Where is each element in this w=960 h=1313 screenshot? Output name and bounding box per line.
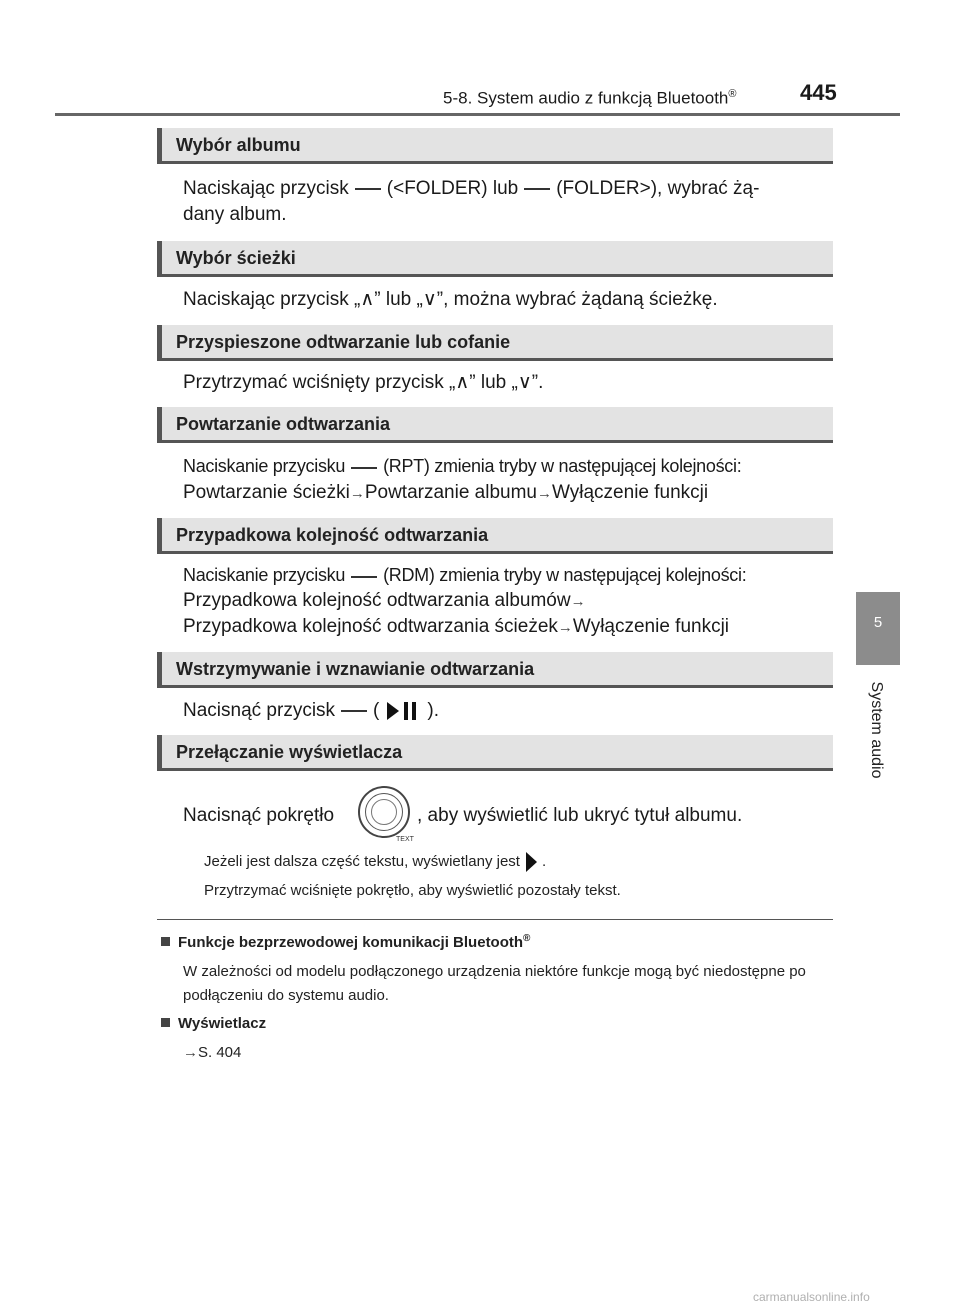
display-text-b: , aby wyświetlić lub ukryć tytuł albumu. [417,805,743,826]
rdm-text-line-3 [183,612,729,642]
text-fragment: Przypadkowa kolejność odtwarzania albumów [183,590,571,611]
square-bullet-icon [161,937,170,946]
page-number: 445 [800,80,837,105]
section-title: Wybór albumu [176,135,301,155]
text-fragment: Powtarzanie albumu [364,482,537,503]
watermark: carmanualsonline.info [753,1290,870,1304]
arrow-right-icon: → [557,619,573,636]
square-bullet-icon [161,1018,170,1027]
text-fragment: Naciskanie przycisku [183,565,346,585]
registered-mark: ® [523,933,531,944]
header-rule [55,113,900,116]
pause-text [183,696,439,725]
button-icon [351,571,377,582]
text-fragment: (FOLDER>), wybrać żą- [556,178,760,199]
section-title: Powtarzanie odtwarzania [176,414,391,434]
section-heading-repeat [157,407,833,443]
display-text-a: Nacisnąć pokrętło [183,805,335,826]
chapter-number: 5 [873,614,883,631]
section-heading-pause [157,652,833,688]
display-note-1 [204,851,546,873]
page-reference: S. 404 [198,1044,242,1061]
note-text-bluetooth: W zależności od modelu podłączonego urządzenia niektóre funkcje mogą być niedostępne po podłączeniu do systemu audio. [183,963,806,1004]
arrow-right-icon: → [349,485,365,502]
button-icon [524,183,550,194]
section-heading-random [157,518,833,554]
text-fragment: (RDM) zmienia tryby w następującej kolejności: [383,565,747,585]
section-title: Wybór ścieżki [176,248,296,268]
text-fragment: Wyłączenie funkcji [572,616,730,637]
text-fragment: (<FOLDER) lub [386,178,519,199]
rpt-text-line-2 [183,478,708,508]
text-fragment: Przypadkowa kolejność odtwarzania ścieżek [183,616,558,637]
track-text: Naciskając przycisk „∧” lub „∨”, można wybrać żądaną ścieżkę. [183,289,718,310]
section-title: Przypadkowa kolejność odtwarzania [176,525,489,545]
note-text-display [183,1041,241,1065]
arrow-right-icon: → [183,1044,198,1061]
rpt-text-line-1 [183,452,741,481]
section-title: Przyspieszone odtwarzanie lub cofanie [176,332,511,352]
header-title-text: 5-8. System audio z funkcją Bluetooth [443,88,729,108]
play-pause-icon [385,700,421,722]
knob-icon [358,786,410,838]
text-fragment: Jeżeli jest dalsza część tekstu, wyświetlany jest [204,852,520,870]
knob-label: TEXT [396,836,414,843]
album-text-line-2: dany album. [183,204,287,225]
text-fragment: ). [427,700,439,721]
more-text-icon [523,851,539,873]
section-heading-ffrew [157,325,833,361]
note-heading-display [161,1015,266,1032]
section-title: Przełączanie wyświetlacza [176,742,403,762]
text-fragment: Naciskając przycisk [183,178,349,199]
text-fragment: (RPT) zmienia tryby w następującej kolejności: [383,456,742,476]
text-fragment: Powtarzanie ścieżki [183,482,350,503]
section-heading-display [157,735,833,771]
registered-mark: ® [728,88,737,100]
text-fragment: Naciskanie przycisku [183,456,346,476]
section-heading-album [157,128,833,164]
text-fragment: ( [373,700,380,721]
button-icon [355,183,381,194]
album-text-line-1 [183,174,759,203]
section-title: Wstrzymywanie i wznawianie odtwarzania [176,659,535,679]
arrow-right-icon: → [537,485,552,502]
chapter-label: System audio [868,681,885,779]
text-fragment: Wyłączenie funkcji [552,482,709,503]
header-title [443,88,737,109]
notes-rule [157,919,833,920]
button-icon [351,462,377,473]
button-icon [341,705,367,716]
chapter-tab [856,592,900,665]
display-note-2: Przytrzymać wciśnięte pokrętło, aby wyświetlić pozostały tekst. [204,882,621,899]
ffrew-text: Przytrzymać wciśnięty przycisk „∧” lub „∨”. [183,372,544,393]
section-heading-track [157,241,833,277]
note-title: Wyświetlacz [178,1015,267,1032]
text-fragment: Nacisnąć przycisk [183,700,336,721]
arrow-right-icon: → [570,593,586,610]
note-heading-bluetooth [161,933,530,951]
text-fragment: . [541,852,547,870]
note-title: Funkcje bezprzewodowej komunikacji Bluetooth [178,934,524,951]
